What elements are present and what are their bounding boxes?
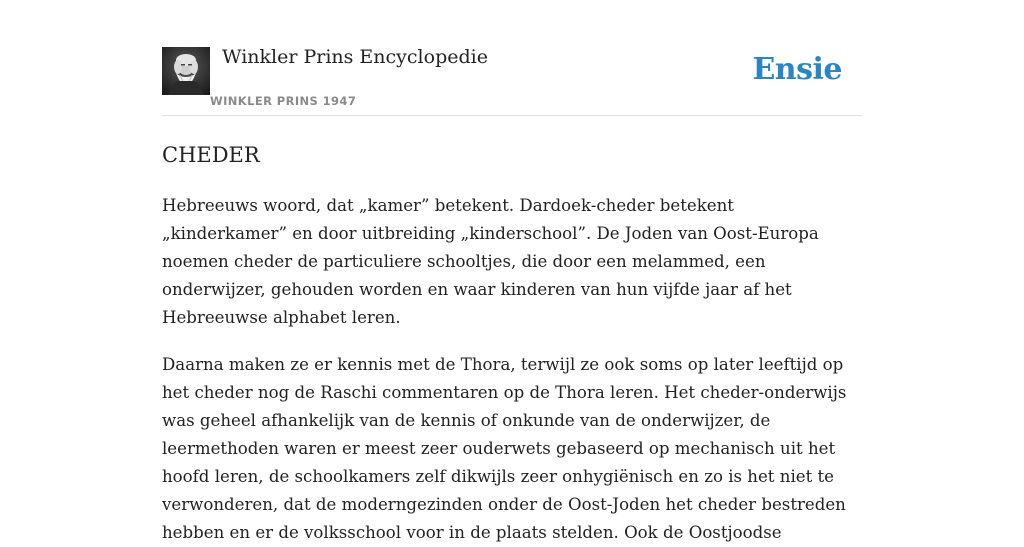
entry-title: CHEDER	[162, 143, 260, 167]
page	[162, 0, 862, 547]
site-header	[162, 46, 862, 116]
article-body	[162, 192, 862, 547]
article-paragraph: Hebreeuws woord, dat „kamer” betekent. Dardoek-cheder betekent „kinderkamer” en door uitbreiding „kinderschool”. De Joden van Oost-Europa noemen cheder de particuliere schooltjes, die door een melammed, een onderwijzer, gehouden worden en waar kinderen van hun vijfde jaar af het Hebreeuwse alphabet leren.	[162, 196, 819, 327]
article-paragraph: Daarna maken ze er kennis met de Thora, terwijl ze ook soms op later leeftijd op het cheder nog de Raschi commentaren op de Thora leren. Het cheder-onderwijs was geheel afhankelijk van de kennis of onkunde van de onderwijzer, de leermethoden waren er meest zeer ouderwets gebaseerd op mechanisch uit het hoofd leren, de schoolkamers zelf dikwijls zeer onhygiënisch en zo is het niet te verwonderen, dat de moderngezinden onder de Oost-Joden het cheder bestreden hebben en er de volksschool voor in de plaats stelden. Ook de Oostjoodse	[162, 355, 847, 542]
site-subtitle[interactable]: WINKLER PRINS 1947	[210, 94, 357, 108]
site-title[interactable]: Winkler Prins Encyclopedie	[222, 46, 488, 68]
brand-logo[interactable]: Ensie	[752, 52, 842, 87]
portrait-bearded-man-icon[interactable]	[162, 47, 210, 95]
